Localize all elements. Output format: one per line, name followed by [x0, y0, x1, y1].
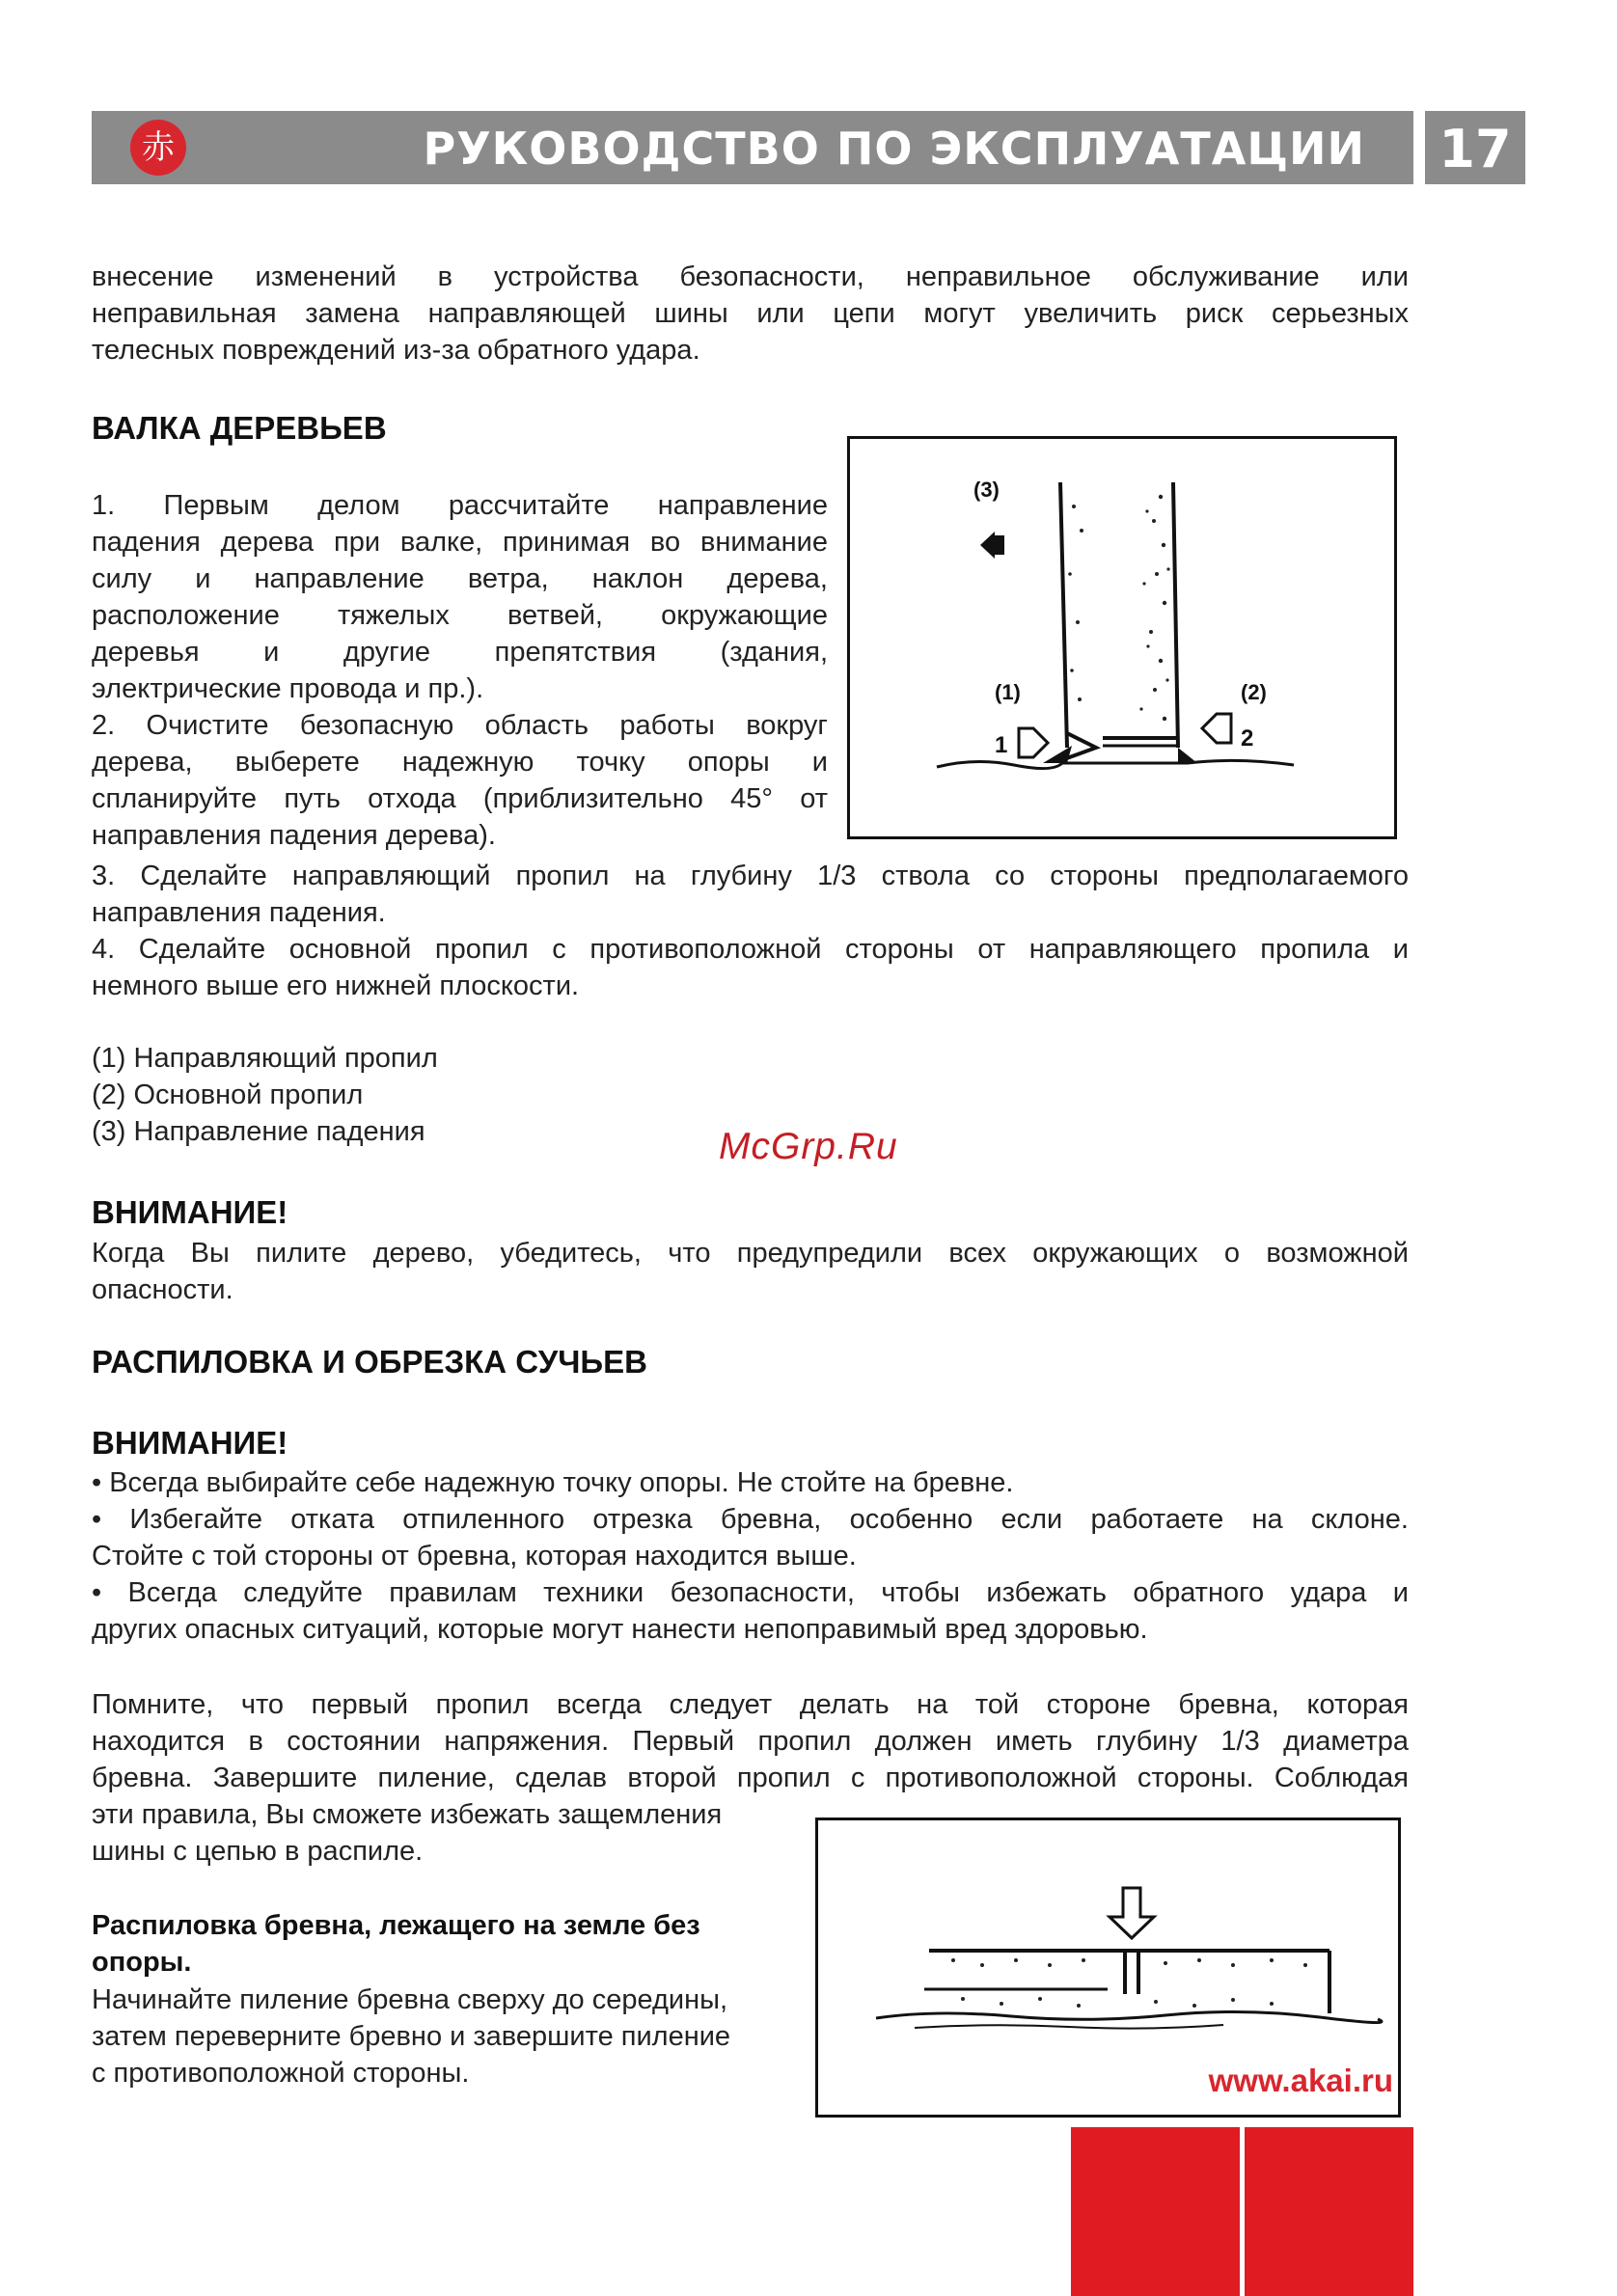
- text-line: деревья и другие препятствия (здания,: [92, 637, 828, 668]
- text-line: 3. Сделайте направляющий пропил на глубину 1/3 ствола со стороны предполагаемого: [92, 861, 1409, 891]
- down-arrow-icon: [1110, 1888, 1154, 1938]
- felling-steps-full: [92, 858, 1409, 1004]
- text-line: падения дерева при валке, принимая во внимание: [92, 527, 828, 558]
- text-line: Стойте с той стороны от бревна, которая находится выше.: [92, 1541, 857, 1572]
- felling-legend: [92, 1040, 767, 1150]
- footer-red-block: [1245, 2127, 1413, 2296]
- felling-steps-left: [92, 487, 828, 854]
- text-line: шины с цепью в распиле.: [92, 1836, 424, 1867]
- text-line: эти правила, Вы сможете избежать защемления: [92, 1799, 723, 1830]
- text-line: с противоположной стороны.: [92, 2058, 470, 2089]
- text-line: 2. Очистите безопасную область работы вокруг: [92, 710, 828, 741]
- text-line: 4. Сделайте основной пропил с противоположной стороны от направляющего пропила и: [92, 934, 1409, 965]
- text-line: затем переверните бревно и завершите пиление: [92, 2021, 731, 2052]
- text-line: Помните, что первый пропил всегда следует делать на той стороне бревна, которая: [92, 1689, 1409, 1720]
- legend-item: (2) Основной пропил: [92, 1080, 364, 1110]
- text-line: немного выше его нижней плоскости.: [92, 970, 580, 1001]
- page-number: 17: [1439, 119, 1512, 179]
- bullet-line: • Всегда выбирайте себе надежную точку опоры. Не стойте на бревне.: [92, 1467, 1014, 1498]
- text-line: опасности.: [92, 1274, 233, 1305]
- felling-heading: ВАЛКА ДЕРЕВЬЕВ: [92, 410, 387, 446]
- bucking-warning-heading: ВНИМАНИЕ!: [92, 1425, 288, 1461]
- tree-felling-illustration: [850, 439, 1394, 836]
- fig-label-1: (1): [995, 680, 1021, 704]
- fig-label-2: (2): [1241, 680, 1267, 704]
- text-line: спланируйте путь отхода (приблизительно 45° от: [92, 783, 828, 814]
- text-line: внесение изменений в устройства безопасности, неправильное обслуживание или: [92, 261, 1409, 292]
- text-line: 1. Первым делом рассчитайте направление: [92, 490, 828, 521]
- text-line: Распиловка бревна, лежащего на земле без: [92, 1910, 700, 1941]
- text-line: Начинайте пиление бревна сверху до середины,: [92, 1984, 728, 2015]
- text-line: Когда Вы пилите дерево, убедитесь, что предупредили всех окружающих о возможной: [92, 1238, 1409, 1269]
- fig-label-3: (3): [973, 478, 1000, 502]
- page-number-box: [1425, 111, 1525, 184]
- watermark: McGrp.Ru: [719, 1126, 898, 1167]
- fig-num-1: 1: [995, 732, 1008, 758]
- text-line: силу и направление ветра, наклон дерева,: [92, 563, 828, 594]
- intro-paragraph: [92, 259, 1409, 369]
- text-line: опоры.: [92, 1947, 192, 1978]
- bullet-line: • Всегда следуйте правилам техники безопасности, чтобы избежать обратного удара и: [92, 1577, 1409, 1608]
- bucking-heading: РАСПИЛОВКА И ОБРЕЗКА СУЧЬЕВ: [92, 1344, 647, 1380]
- text-line: расположение тяжелых ветвей, окружающие: [92, 600, 828, 631]
- text-line: неправильная замена направляющей шины или цепи могут увеличить риск серьезных: [92, 298, 1409, 329]
- bullet-line: • Избегайте отката отпиленного отрезка бревна, особенно если работаете на склоне.: [92, 1504, 1409, 1535]
- bucking-paragraph: [92, 1686, 1409, 1796]
- text-line: находится в состоянии напряжения. Первый пропил должен иметь глубину 1/3 диаметра: [92, 1726, 1409, 1757]
- fall-direction-arrow-icon: [980, 532, 995, 559]
- footer-url[interactable]: www.akai.ru: [1208, 2063, 1393, 2098]
- warning-paragraph: [92, 1235, 1409, 1308]
- akai-logo-icon: 赤: [130, 120, 186, 176]
- cut2-arrow-icon: [1202, 714, 1231, 743]
- felling-figure: [847, 436, 1397, 839]
- header-title: РУКОВОДСТВО ПО ЭКСПЛУАТАЦИИ: [423, 123, 1365, 175]
- header-bar: [92, 111, 1413, 184]
- legend-item: (3) Направление падения: [92, 1116, 425, 1147]
- text-line: направления падения дерева).: [92, 820, 496, 851]
- text-line: телесных повреждений из-за обратного удара.: [92, 335, 700, 366]
- fig-num-2: 2: [1241, 725, 1254, 752]
- text-line: бревна. Завершите пиление, сделав второй пропил с противоположной стороны. Соблюдая: [92, 1763, 1409, 1793]
- log-on-ground-text: [92, 1982, 806, 2091]
- text-line: направления падения.: [92, 897, 386, 928]
- bucking-bullets: [92, 1464, 1409, 1648]
- legend-item: (1) Направляющий пропил: [92, 1043, 438, 1074]
- warning-heading: ВНИМАНИЕ!: [92, 1194, 288, 1230]
- footer-red-block: [1071, 2127, 1240, 2296]
- text-line: других опасных ситуаций, которые могут нанести непоправимый вред здоровью.: [92, 1614, 1148, 1645]
- text-line: дерева, выберете надежную точку опоры и: [92, 747, 828, 778]
- text-line: электрические провода и пр.).: [92, 673, 484, 704]
- bucking-paragraph-cont: [92, 1796, 806, 1870]
- log-on-ground-heading: [92, 1907, 806, 1981]
- cut1-arrow-icon: [1019, 728, 1048, 757]
